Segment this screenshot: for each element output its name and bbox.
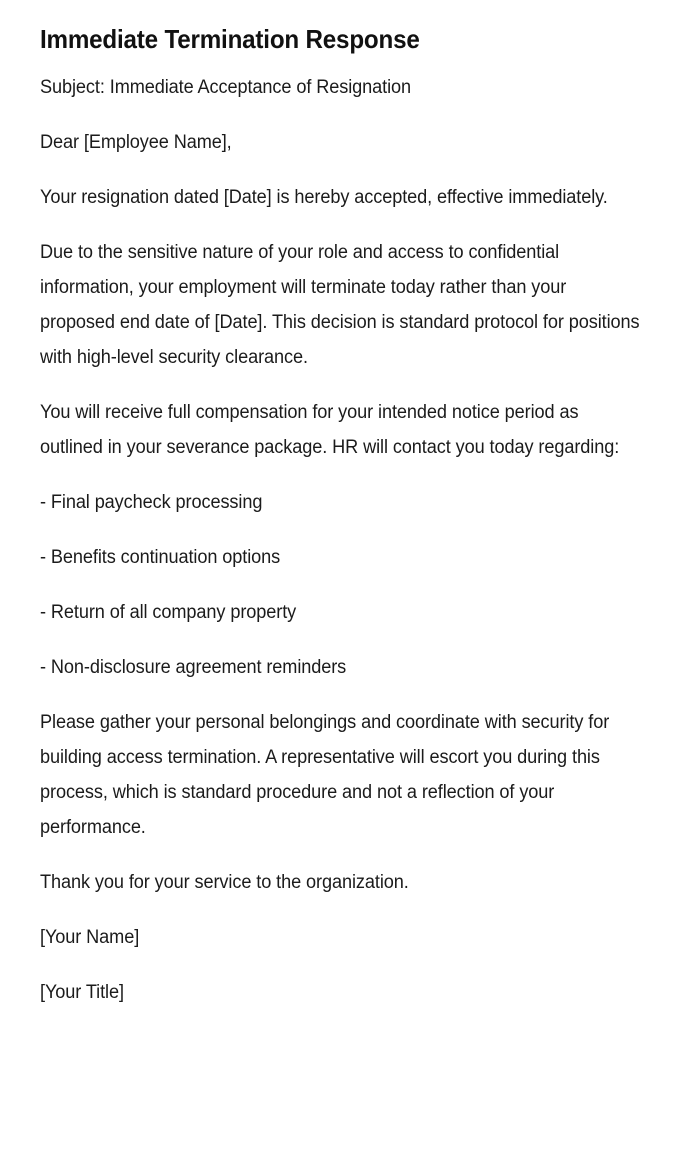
signature-name: [Your Name] [40, 927, 140, 948]
paragraph-compensation: You will receive full compensation for your intended notice period as outlined in your severance package. HR will contact you today regarding: [40, 402, 620, 458]
paragraph-subject: Subject: Immediate Acceptance of Resignation [40, 77, 412, 98]
list-item-benefits-continuation: - Benefits continuation options [40, 547, 281, 568]
paragraph-belongings-escort: Please gather your personal belongings and coordinate with security for building access termination. A representative will escort you during this process, which is standard procedure and not a reflection of your performance. [40, 712, 610, 838]
list-item-nda-reminders: - Non-disclosure agreement reminders [40, 657, 347, 678]
paragraph-thank-you: Thank you for your service to the organization. [40, 872, 409, 893]
list-item-final-paycheck: - Final paycheck processing [40, 492, 263, 513]
paragraph-rationale: Due to the sensitive nature of your role and access to confidential information, your employment will terminate today rather than your proposed end date of [Date]. This decision is standard protocol for positions with high-level security clearance. [40, 242, 640, 368]
document-body [40, 70, 640, 1010]
paragraph-salutation: Dear [Employee Name], [40, 132, 232, 153]
list-item-return-property: - Return of all company property [40, 602, 297, 623]
page-title: Immediate Termination Response [40, 24, 420, 54]
signature-title: [Your Title] [40, 982, 124, 1003]
paragraph-acceptance: Your resignation dated [Date] is hereby accepted, effective immediately. [40, 187, 608, 208]
